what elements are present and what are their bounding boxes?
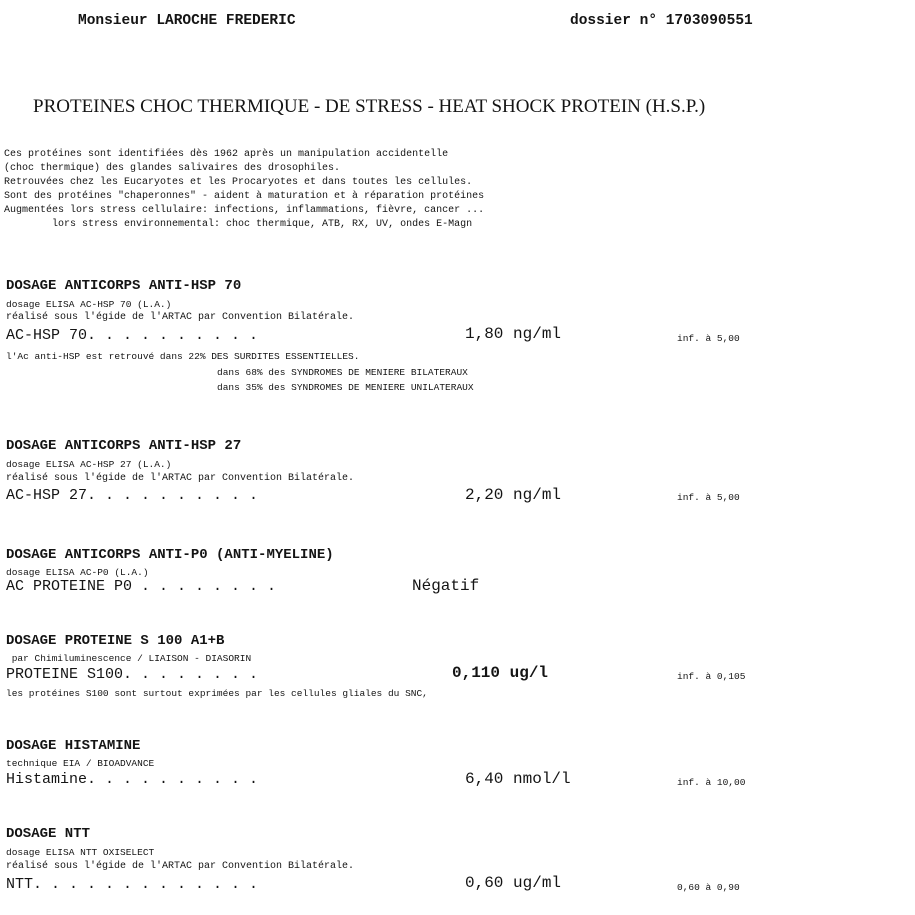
value-hsp70: 1,80 ng/ml	[465, 325, 562, 343]
ref-hsp70: inf. à 5,00	[677, 333, 740, 344]
section-heading-histamine: DOSAGE HISTAMINE	[6, 738, 141, 754]
ref-s100: inf. à 0,105	[677, 671, 746, 682]
value-ntt: 0,60 ug/ml	[465, 874, 562, 892]
intro-line: Retrouvées chez les Eucaryotes et les Procaryotes et dans toutes les cellules.	[4, 177, 473, 188]
intro-line: Ces protéines sont identifiées dès 1962 après un manipulation accidentelle	[4, 149, 449, 160]
section-heading-p0: DOSAGE ANTICORPS ANTI-P0 (ANTI-MYELINE)	[6, 547, 334, 563]
method-hsp27: dosage ELISA AC-HSP 27 (L.A.)	[6, 459, 172, 470]
intro-line: (choc thermique) des glandes salivaires des drosophiles.	[4, 163, 341, 174]
section-heading-hsp27: DOSAGE ANTICORPS ANTI-HSP 27	[6, 438, 242, 454]
intro-line: Sont des protéines "chaperonnes" - aident à maturation et à réparation protéines	[4, 191, 485, 202]
ref-ntt: 0,60 à 0,90	[677, 882, 740, 893]
method-ntt: dosage ELISA NTT OXISELECT	[6, 847, 155, 858]
method-p0: dosage ELISA AC-P0 (L.A.)	[6, 567, 149, 578]
label-hsp70: AC-HSP 70. . . . . . . . . .	[6, 327, 259, 344]
comment-hsp70-2: dans 68% des SYNDROMES DE MENIERE BILATERAUX	[217, 367, 468, 378]
label-p0: AC PROTEINE P0 . . . . . . . .	[6, 578, 277, 595]
note-hsp27: réalisé sous l'égide de l'ARTAC par Convention Bilatérale.	[6, 473, 355, 484]
comment-hsp70-3: dans 35% des SYNDROMES DE MENIERE UNILATERAUX	[217, 382, 474, 393]
value-histamine: 6,40 nmol/l	[465, 770, 571, 788]
label-s100: PROTEINE S100. . . . . . . .	[6, 666, 259, 683]
intro-line: Augmentées lors stress cellulaire: infections, inflammations, fièvre, cancer ...	[4, 205, 485, 216]
dossier-number: dossier n° 1703090551	[570, 13, 753, 29]
section-heading-ntt: DOSAGE NTT	[6, 826, 91, 842]
value-hsp27: 2,20 ng/ml	[465, 486, 562, 504]
section-heading-s100: DOSAGE PROTEINE S 100 A1+B	[6, 633, 225, 649]
label-ntt: NTT. . . . . . . . . . . . .	[6, 876, 259, 893]
page-title: PROTEINES CHOC THERMIQUE - DE STRESS - HEAT SHOCK PROTEIN (H.S.P.)	[33, 96, 706, 117]
comment-s100: les protéines S100 sont surtout exprimées par les cellules gliales du SNC,	[6, 688, 428, 699]
intro-paragraph	[4, 134, 484, 246]
label-hsp27: AC-HSP 27. . . . . . . . . .	[6, 487, 259, 504]
note-ntt: réalisé sous l'égide de l'ARTAC par Convention Bilatérale.	[6, 861, 355, 872]
method-histamine: technique EIA / BIOADVANCE	[6, 758, 155, 769]
label-histamine: Histamine. . . . . . . . . .	[6, 771, 259, 788]
note-hsp70: réalisé sous l'égide de l'ARTAC par Convention Bilatérale.	[6, 312, 355, 323]
intro-line: lors stress environnemental: choc thermique, ATB, RX, UV, ondes E-Magn	[4, 219, 473, 230]
comment-hsp70-1: l'Ac anti-HSP est retrouvé dans 22% DES SURDITES ESSENTIELLES.	[6, 351, 360, 362]
patient-name: Monsieur LAROCHE FREDERIC	[78, 13, 296, 29]
value-s100: 0,110 ug/l	[452, 664, 549, 682]
ref-histamine: inf. à 10,00	[677, 777, 746, 788]
ref-hsp27: inf. à 5,00	[677, 492, 740, 503]
section-heading-hsp70: DOSAGE ANTICORPS ANTI-HSP 70	[6, 278, 242, 294]
value-p0: Négatif	[412, 577, 480, 595]
method-hsp70: dosage ELISA AC-HSP 70 (L.A.)	[6, 299, 172, 310]
method-s100: par Chimiluminescence / LIAISON - DIASORIN	[6, 653, 252, 664]
